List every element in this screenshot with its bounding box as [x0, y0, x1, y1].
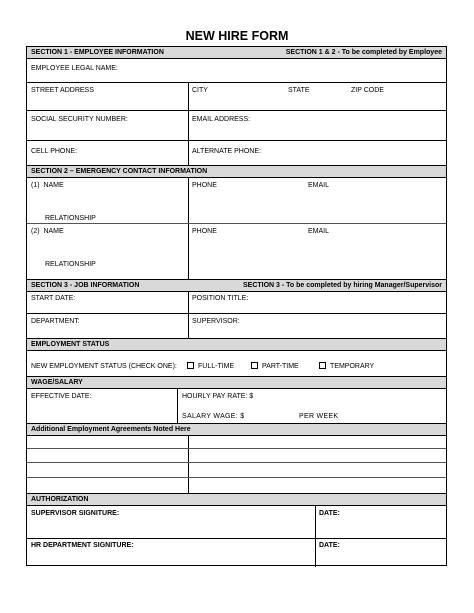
contact1-phone-label: PHONE [192, 182, 217, 189]
full-time-label: FULL-TIME [198, 363, 235, 370]
per-week-label: PER WEEK [299, 413, 339, 420]
contact1-name-label: NAME [43, 182, 64, 189]
contact2-email-label: EMAIL [308, 228, 330, 235]
divider [27, 82, 446, 83]
employment-status-title: EMPLOYMENT STATUS [31, 341, 110, 348]
divider [27, 110, 446, 111]
form-title: NEW HIRE FORM [185, 29, 289, 43]
contact2-number: (2) [31, 228, 40, 235]
divider [27, 462, 446, 463]
part-time-label: PART-TIME [262, 363, 299, 370]
state-label: STATE [288, 87, 310, 94]
divider [27, 448, 446, 449]
divider [315, 506, 316, 567]
ssn-label: SOCIAL SECURITY NUMBER: [31, 116, 128, 123]
divider [177, 389, 178, 423]
contact2-relationship-label: RELATIONSHIP [45, 261, 96, 268]
new-hire-form [26, 46, 447, 566]
contact1-email-label: EMAIL [308, 182, 330, 189]
divider [188, 292, 189, 338]
effective-date-label: EFFECTIVE DATE: [31, 393, 92, 400]
city-label: CITY [192, 87, 208, 94]
zip-label: ZIP CODE [351, 87, 384, 94]
temporary-label: TEMPORARY [330, 363, 375, 370]
checkbox-icon [187, 362, 194, 369]
checkbox-icon [319, 362, 326, 369]
divider [188, 436, 189, 493]
wage-title: WAGE/SALARY [31, 379, 83, 386]
employment-status-label: NEW EMPLOYMENT STATUS (CHECK ONE): [31, 363, 177, 370]
position-title-label: POSITION TITLE: [192, 295, 249, 302]
section1-note: SECTION 1 & 2 - To be completed by Employee [285, 49, 442, 56]
divider [27, 538, 446, 539]
authorization-title: AUTHORIZATION [31, 496, 89, 503]
wage-header [27, 376, 446, 389]
divider [27, 140, 446, 141]
street-label: STREET ADDRESS [31, 87, 94, 94]
cell-phone-label: CELL PHONE: [31, 148, 78, 155]
checkbox-icon [251, 362, 258, 369]
section3-note: SECTION 3 - To be completed by hiring Manager/Supervisor [242, 282, 442, 289]
hr-date-label: DATE: [319, 542, 340, 549]
divider [188, 178, 189, 279]
contact2-phone-label: PHONE [192, 228, 217, 235]
supervisor-label: SUPERVISOR: [192, 318, 240, 325]
contact1-number: (1) [31, 182, 40, 189]
salary-wage-label: SALARY WAGE: $ [182, 413, 245, 420]
part-time-checkbox[interactable] [251, 362, 299, 371]
divider [27, 313, 446, 314]
department-label: DEPARTMENT: [31, 318, 80, 325]
contact1-relationship-label: RELATIONSHIP [45, 215, 96, 222]
supervisor-signature-label: SUPERVISOR SIGNITURE: [31, 510, 120, 517]
agreements-title: Additional Employment Agreements Noted Here [31, 426, 191, 433]
supervisor-date-label: DATE: [319, 510, 340, 517]
hr-signature-label: HR DEPARTMENT SIGNITURE: [31, 542, 134, 549]
section1-title: SECTION 1 - EMPLOYEE INFORMATION [31, 49, 164, 56]
contact2-name-label: NAME [43, 228, 64, 235]
divider [27, 477, 446, 478]
email-label: EMAIL ADDRESS: [192, 116, 251, 123]
start-date-label: START DATE: [31, 295, 76, 302]
section3-title: SECTION 3 - JOB INFORMATION [31, 282, 140, 289]
alt-phone-label: ALTERNATE PHONE: [192, 148, 261, 155]
full-time-checkbox[interactable] [187, 362, 234, 371]
hourly-rate-label: HOURLY PAY RATE: $ [182, 393, 254, 400]
temporary-checkbox[interactable] [319, 362, 374, 371]
legal-name-label: EMPLOYEE LEGAL NAME: [31, 65, 118, 72]
section2-title: SECTION 2 – EMERGENCY CONTACT INFORMATION [31, 168, 208, 175]
divider [27, 223, 446, 224]
divider [188, 82, 189, 165]
authorization-header [27, 493, 446, 506]
